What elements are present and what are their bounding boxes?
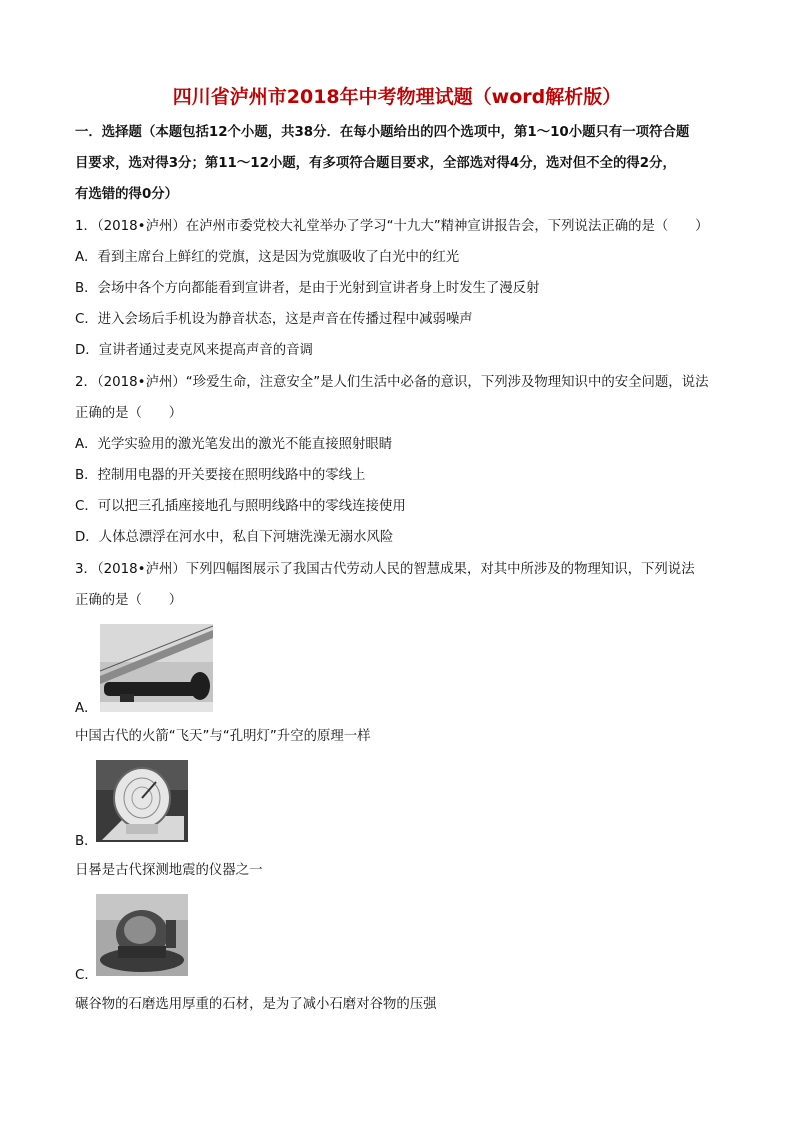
question-2-option-d: D．人体总漂浮在河水中，私自下河塘洗澡无溺水风险 [75, 530, 394, 545]
question-2-option-c: C．可以把三孔插座接地孔与照明线路中的零线连接使用 [75, 499, 406, 514]
question-1-option-a: A．看到主席台上鲜红的党旗，这是因为党旗吸收了白光中的红光 [75, 250, 460, 265]
question-2-stem-line-1: 2．（2018•泸州）“珍爱生命，注意安全”是人们生活中必备的意识，下列涉及物理知识中的安全问题，说法 [75, 375, 709, 390]
question-1-stem: 1．（2018•泸州）在泸州市委党校大礼堂举办了学习“十九大”精神宣讲报告会，下列说法正确的是（ ） [75, 219, 709, 234]
question-3-option-b-text: 日晷是古代探测地震的仪器之一 [75, 863, 263, 878]
millstone-illustration [96, 894, 188, 976]
question-3-option-c-label: C． [75, 968, 98, 983]
sundial-photo [96, 760, 188, 842]
question-3-option-a-text: 中国古代的火箭“飞天”与“孔明灯”升空的原理一样 [75, 729, 371, 744]
section-instructions-line-1: 一．选择题（本题包括12个小题，共38分．在每小题给出的四个选项中，第1～10小题只有一项符合题 [75, 125, 690, 140]
rocket-photo [100, 624, 213, 712]
question-1-option-b: B．会场中各个方向都能看到宣讲者，是由于光射到宣讲者身上时发生了漫反射 [75, 281, 540, 296]
question-3-stem-line-2: 正确的是（ ） [75, 593, 183, 608]
section-instructions-line-2: 目要求，选对得3分；第11～12小题，有多项符合题目要求，全部选对得4分，选对但不全的得2分， [75, 156, 676, 171]
question-3-option-a-label: A． [75, 701, 98, 716]
question-2-stem-line-2: 正确的是（ ） [75, 406, 183, 421]
question-2-option-b: B．控制用电器的开关要接在照明线路中的零线上 [75, 468, 366, 483]
question-3-option-c-text: 碾谷物的石磨选用厚重的石材，是为了减小石磨对谷物的压强 [75, 997, 437, 1012]
millstone-photo [96, 894, 188, 976]
question-2-option-a: A．光学实验用的激光笔发出的激光不能直接照射眼睛 [75, 437, 393, 452]
question-3-option-b-label: B． [75, 834, 98, 849]
document-title: 四川省泸州市2018年中考物理试题（word解析版） [172, 86, 622, 108]
question-1-option-c: C．进入会场后手机设为静音状态，这是声音在传播过程中减弱噪声 [75, 312, 473, 327]
sundial-illustration [96, 760, 188, 842]
section-instructions-line-3: 有选错的得0分） [75, 187, 179, 202]
rocket-illustration [100, 624, 213, 712]
question-1-option-d: D．宣讲者通过麦克风来提高声音的音调 [75, 343, 313, 358]
question-3-stem-line-1: 3．（2018•泸州）下列四幅图展示了我国古代劳动人民的智慧成果，对其中所涉及的物理知识，下列说法 [75, 562, 695, 577]
